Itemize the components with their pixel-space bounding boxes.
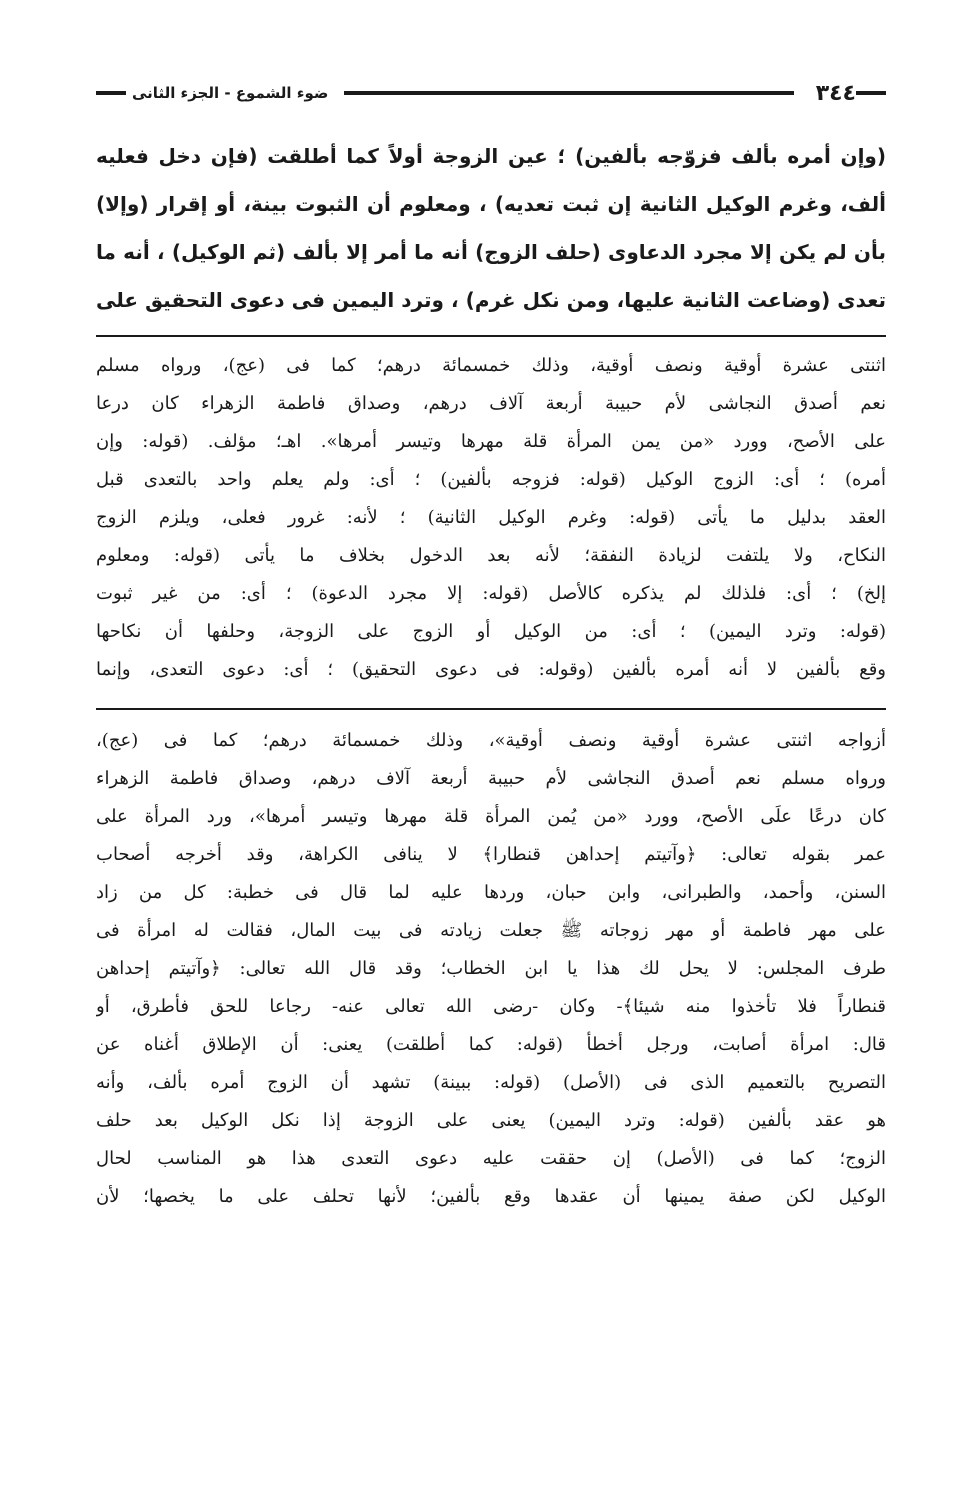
- footnote-line: الزوج؛ كما فى (الأصل) إن حققت عليه دعوى التعدى هذا هو المناسب لحال: [96, 1148, 886, 1169]
- footnote-line: طرف المجلس: لا يحل لك هذا يا ابن الخطاب؛ وقد قال الله تعالى: ﴿وآتيتم إحداهن: [96, 958, 886, 979]
- main-text-line: (وإن أمره بألف فزوّجه بألفين) ؛ عين الزوجة أولاً كما أطلقت (فإن دخل فعليه: [96, 144, 886, 168]
- footnote-line: الوكيل لكن صفة يمينها أن عقدها وقع بألفين؛ لأنها تحلف على ما يخصها؛ لأن: [96, 1186, 886, 1207]
- commentary-block-1: [96, 347, 886, 689]
- footnote-line: أزواجه اثنتى عشرة أوقية ونصف أوقية»، وذلك خمسمائة درهم؛ كما فى (عج)،: [96, 730, 886, 751]
- footnote-divider: [96, 708, 886, 710]
- footnote-line: هو عقد بألفين (قوله: وترد اليمين) يعنى على الزوجة إذا نكل الوكيل بعد حلف: [96, 1110, 886, 1131]
- commentary-line: وقع بألفين لا أنه أمره بألفين (وقوله: فى دعوى التحقيق) ؛ أى: دعوى التعدى، وإنما: [96, 659, 886, 680]
- commentary-line: إلخ) ؛ أى: فلذلك لم يذكره كالأصل (قوله: إلا مجرد الدعوة) ؛ أى: من غير ثبوت: [96, 583, 886, 604]
- commentary-block-2: [96, 722, 886, 1216]
- footnote-line: على مهر فاطمة أو مهر زوجاته ﷺ جعلت زيادته فى بيت المال، فقالت له امرأة فى: [96, 920, 886, 941]
- commentary-line: العقد بدليل ما يأتى (قوله: وغرم الوكيل الثانية) ؛ لأنه: غرور فعلى، ويلزم الزوج: [96, 507, 886, 528]
- commentary-divider: [96, 335, 886, 337]
- commentary-line: اثنتى عشرة أوقية ونصف أوقية، وذلك خمسمائة درهم؛ كما فى (عج)، ورواه مسلم: [96, 355, 886, 376]
- running-title: ضوء الشموع - الجزء الثانى: [132, 84, 329, 102]
- main-text-line: بأن لم يكن إلا مجرد الدعاوى (حلف الزوج) أنه ما أمر إلا بألف (ثم الوكيل) ، أنه ما: [96, 240, 886, 264]
- commentary-line: على الأصح، وورد «من يمن المرأة قلة مهرها وتيسر أمرها». اهـ؛ مؤلف. (قوله: وإن: [96, 431, 886, 452]
- footnote-line: السنن، وأحمد، والطبرانى، وابن حبان، وردها عليه لما قال فى خطبة: كل من زاد: [96, 882, 886, 903]
- footnote-line: التصريح بالتعميم الذى فى (الأصل) (قوله: ببينة) تشهد أن الزوج أمره بألف، وأنه: [96, 1072, 886, 1093]
- footnote-line: قال: امرأة أصابت، ورجل أخطأ (قوله: كما أطلقت) يعنى: أن الإطلاق أغناه عن: [96, 1034, 886, 1055]
- main-text-line: تعدى (وضاعت الثانية عليها، ومن نكل غرم) ، وترد اليمين فى دعوى التحقيق على: [96, 288, 886, 312]
- footnote-line: ورواه مسلم نعم أصدق النجاشى لأم حبيبة أربعة آلاف درهم، وصداق فاطمة الزهراء: [96, 768, 886, 789]
- commentary-line: (قوله: وترد اليمين) ؛ أى: من الوكيل أو الزوج على الزوجة، وحلفها أن نكاحها: [96, 621, 886, 642]
- header-rule: [344, 91, 793, 95]
- commentary-line: أمره) ؛ أى: الزوج الوكيل (قوله: فزوجه بألفين) ؛ أى: ولم يعلم واحد بالتعدى قبل: [96, 469, 886, 490]
- header-dash-left: [96, 91, 126, 95]
- page-header: [96, 78, 886, 108]
- footnote-line: كان درعًا علَى الأصح، وورد «من يُمن المرأة قلة مهرها وتيسر أمرها»، ورد المرأة على: [96, 806, 886, 827]
- commentary-line: النكاح، ولا يلتفت لزيادة النفقة؛ لأنه بعد الدخول بخلاف ما يأتى (قوله: ومعلوم: [96, 545, 886, 566]
- footnote-line: قنطاراً فلا تأخذوا منه شيئا﴾- وكان -رضى الله تعالى عنه- رجاعا للحق فأطرق، أو: [96, 996, 886, 1017]
- header-dash-right: [856, 91, 886, 95]
- commentary-line: نعم أصدق النجاشى لأم حبيبة أربعة آلاف درهم، وصداق فاطمة الزهراء كان درعا: [96, 393, 886, 414]
- main-text: [96, 132, 886, 324]
- main-text-line: ألف، وغرم الوكيل الثانية إن ثبت تعديه) ، ومعلوم أن الثبوت بينة، أو إقرار (وإلا): [96, 192, 886, 216]
- page-number: ٣٤٤: [815, 80, 856, 106]
- footnote-line: عمر بقوله تعالى: ﴿وآتيتم إحداهن قنطارا﴾ لا ينافى الكراهة، وقد أخرجه أصحاب: [96, 844, 886, 865]
